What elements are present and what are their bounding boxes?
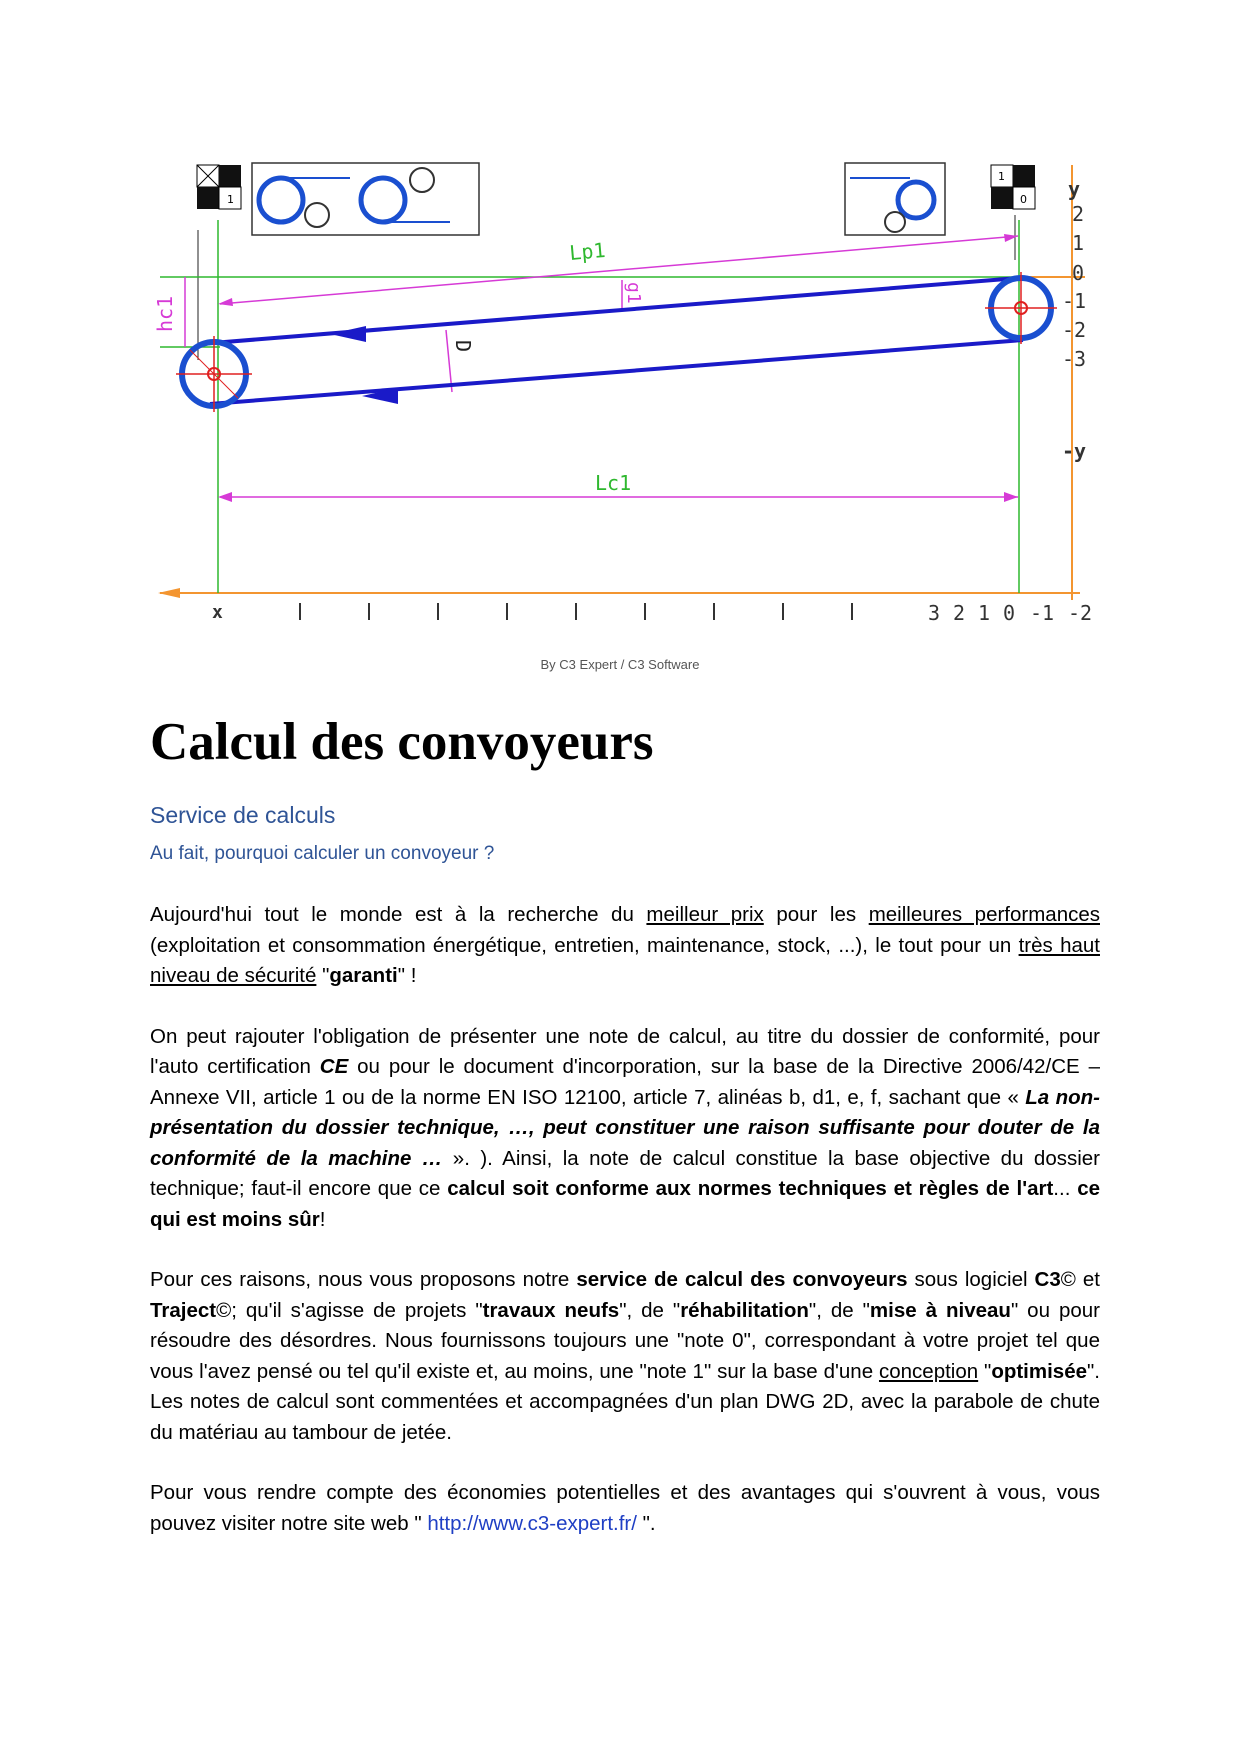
svg-text:-2: -2 bbox=[1062, 318, 1087, 342]
subtitle: Service de calculs bbox=[150, 802, 336, 828]
svg-text:3: 3 bbox=[928, 601, 941, 625]
svg-text:1: 1 bbox=[227, 193, 234, 206]
paragraph-3: Pour ces raisons, nous vous proposons notre service de calcul des convoyeurs sous logiciel C3© et Traject©; qu'il s'agisse de projets "travaux neufs", de "réhabilitation", de "mise à niveau" ou pour résoudre des désordres. Nous fournissons toujours une "note 0", correspondant à votre projet tel que vous l'avez pensé ou tel qu'il existe et, au moins, une "note 1" sur la base d'une conception "optimisée". Les notes de calcul sont commentées et accompagnées d'un plan DWG 2D, avec la parabole de chute du matériau au tambour de jetée. bbox=[150, 1268, 1100, 1444]
lp1-label: Lp1 bbox=[568, 237, 607, 265]
axis-x-label: x bbox=[212, 602, 223, 623]
figure-caption: By C3 Expert / C3 Software bbox=[540, 657, 700, 672]
y-tick-labels bbox=[1062, 202, 1086, 371]
conveyor-diagram bbox=[150, 160, 1100, 630]
lc1-label: Lc1 bbox=[595, 471, 632, 495]
svg-text:1: 1 bbox=[998, 170, 1005, 183]
svg-text:0: 0 bbox=[1020, 193, 1027, 206]
website-link[interactable]: http://www.c3-expert.fr/ bbox=[427, 1511, 637, 1535]
x-tick-labels bbox=[928, 601, 1092, 625]
svg-text:-1: -1 bbox=[1030, 601, 1055, 625]
svg-text:-1: -1 bbox=[1062, 289, 1087, 313]
axis-y-label: y bbox=[1068, 177, 1081, 201]
svg-text:-3: -3 bbox=[1062, 347, 1087, 371]
paragraph-2: On peut rajouter l'obligation de présenter une note de calcul, au titre du dossier de conformité, pour l'auto certification CE ou pour le document d'incorporation, sur la base de la Directive 2006/42/CE – Annexe VII, article 1 ou de la norme EN ISO 12100, article 7, alinéas b, d1, e, f, sachant que « La non-présentation du dossier technique, …, peut constituer une raison suffisante pour douter de la conformité de la machine … ». ). Ainsi, la note de calcul constitue la base objective du dossier technique; faut-il encore que ce calcul soit conforme aux normes techniques et règles de l'art... ce qui est moins sûr! bbox=[150, 1024, 1101, 1231]
paragraph-4: Pour vous rendre compte des économies potentielles et des avantages qui s'ouvrent à vous, vous pouvez visiter notre site web " http://www.c3-expert.fr/ ". bbox=[150, 1481, 1100, 1535]
svg-text:-2: -2 bbox=[1068, 601, 1093, 625]
axis-neg-y-label: -y bbox=[1062, 439, 1087, 463]
subtitle-question: Au fait, pourquoi calculer un convoyeur ? bbox=[150, 843, 495, 864]
svg-text:1: 1 bbox=[978, 601, 991, 625]
page-title: Calcul des convoyeurs bbox=[150, 713, 654, 771]
svg-text:2: 2 bbox=[1072, 202, 1085, 226]
body-text bbox=[150, 900, 1100, 1569]
svg-text:0: 0 bbox=[1072, 261, 1085, 285]
paragraph-1: Aujourd'hui tout le monde est à la recherche du meilleur prix pour les meilleures performances (exploitation et consommation énergétique, entretien, maintenance, stock, ...), le tout pour un très haut niveau de sécurité "garanti" ! bbox=[150, 903, 1100, 987]
hc1-label: hc1 bbox=[153, 295, 177, 332]
svg-text:1: 1 bbox=[1072, 231, 1085, 255]
d-label: D bbox=[451, 340, 475, 353]
svg-text:0: 0 bbox=[1003, 601, 1016, 625]
g1-label: g1 bbox=[623, 282, 644, 304]
head-pulley bbox=[985, 272, 1057, 344]
svg-text:2: 2 bbox=[953, 601, 966, 625]
